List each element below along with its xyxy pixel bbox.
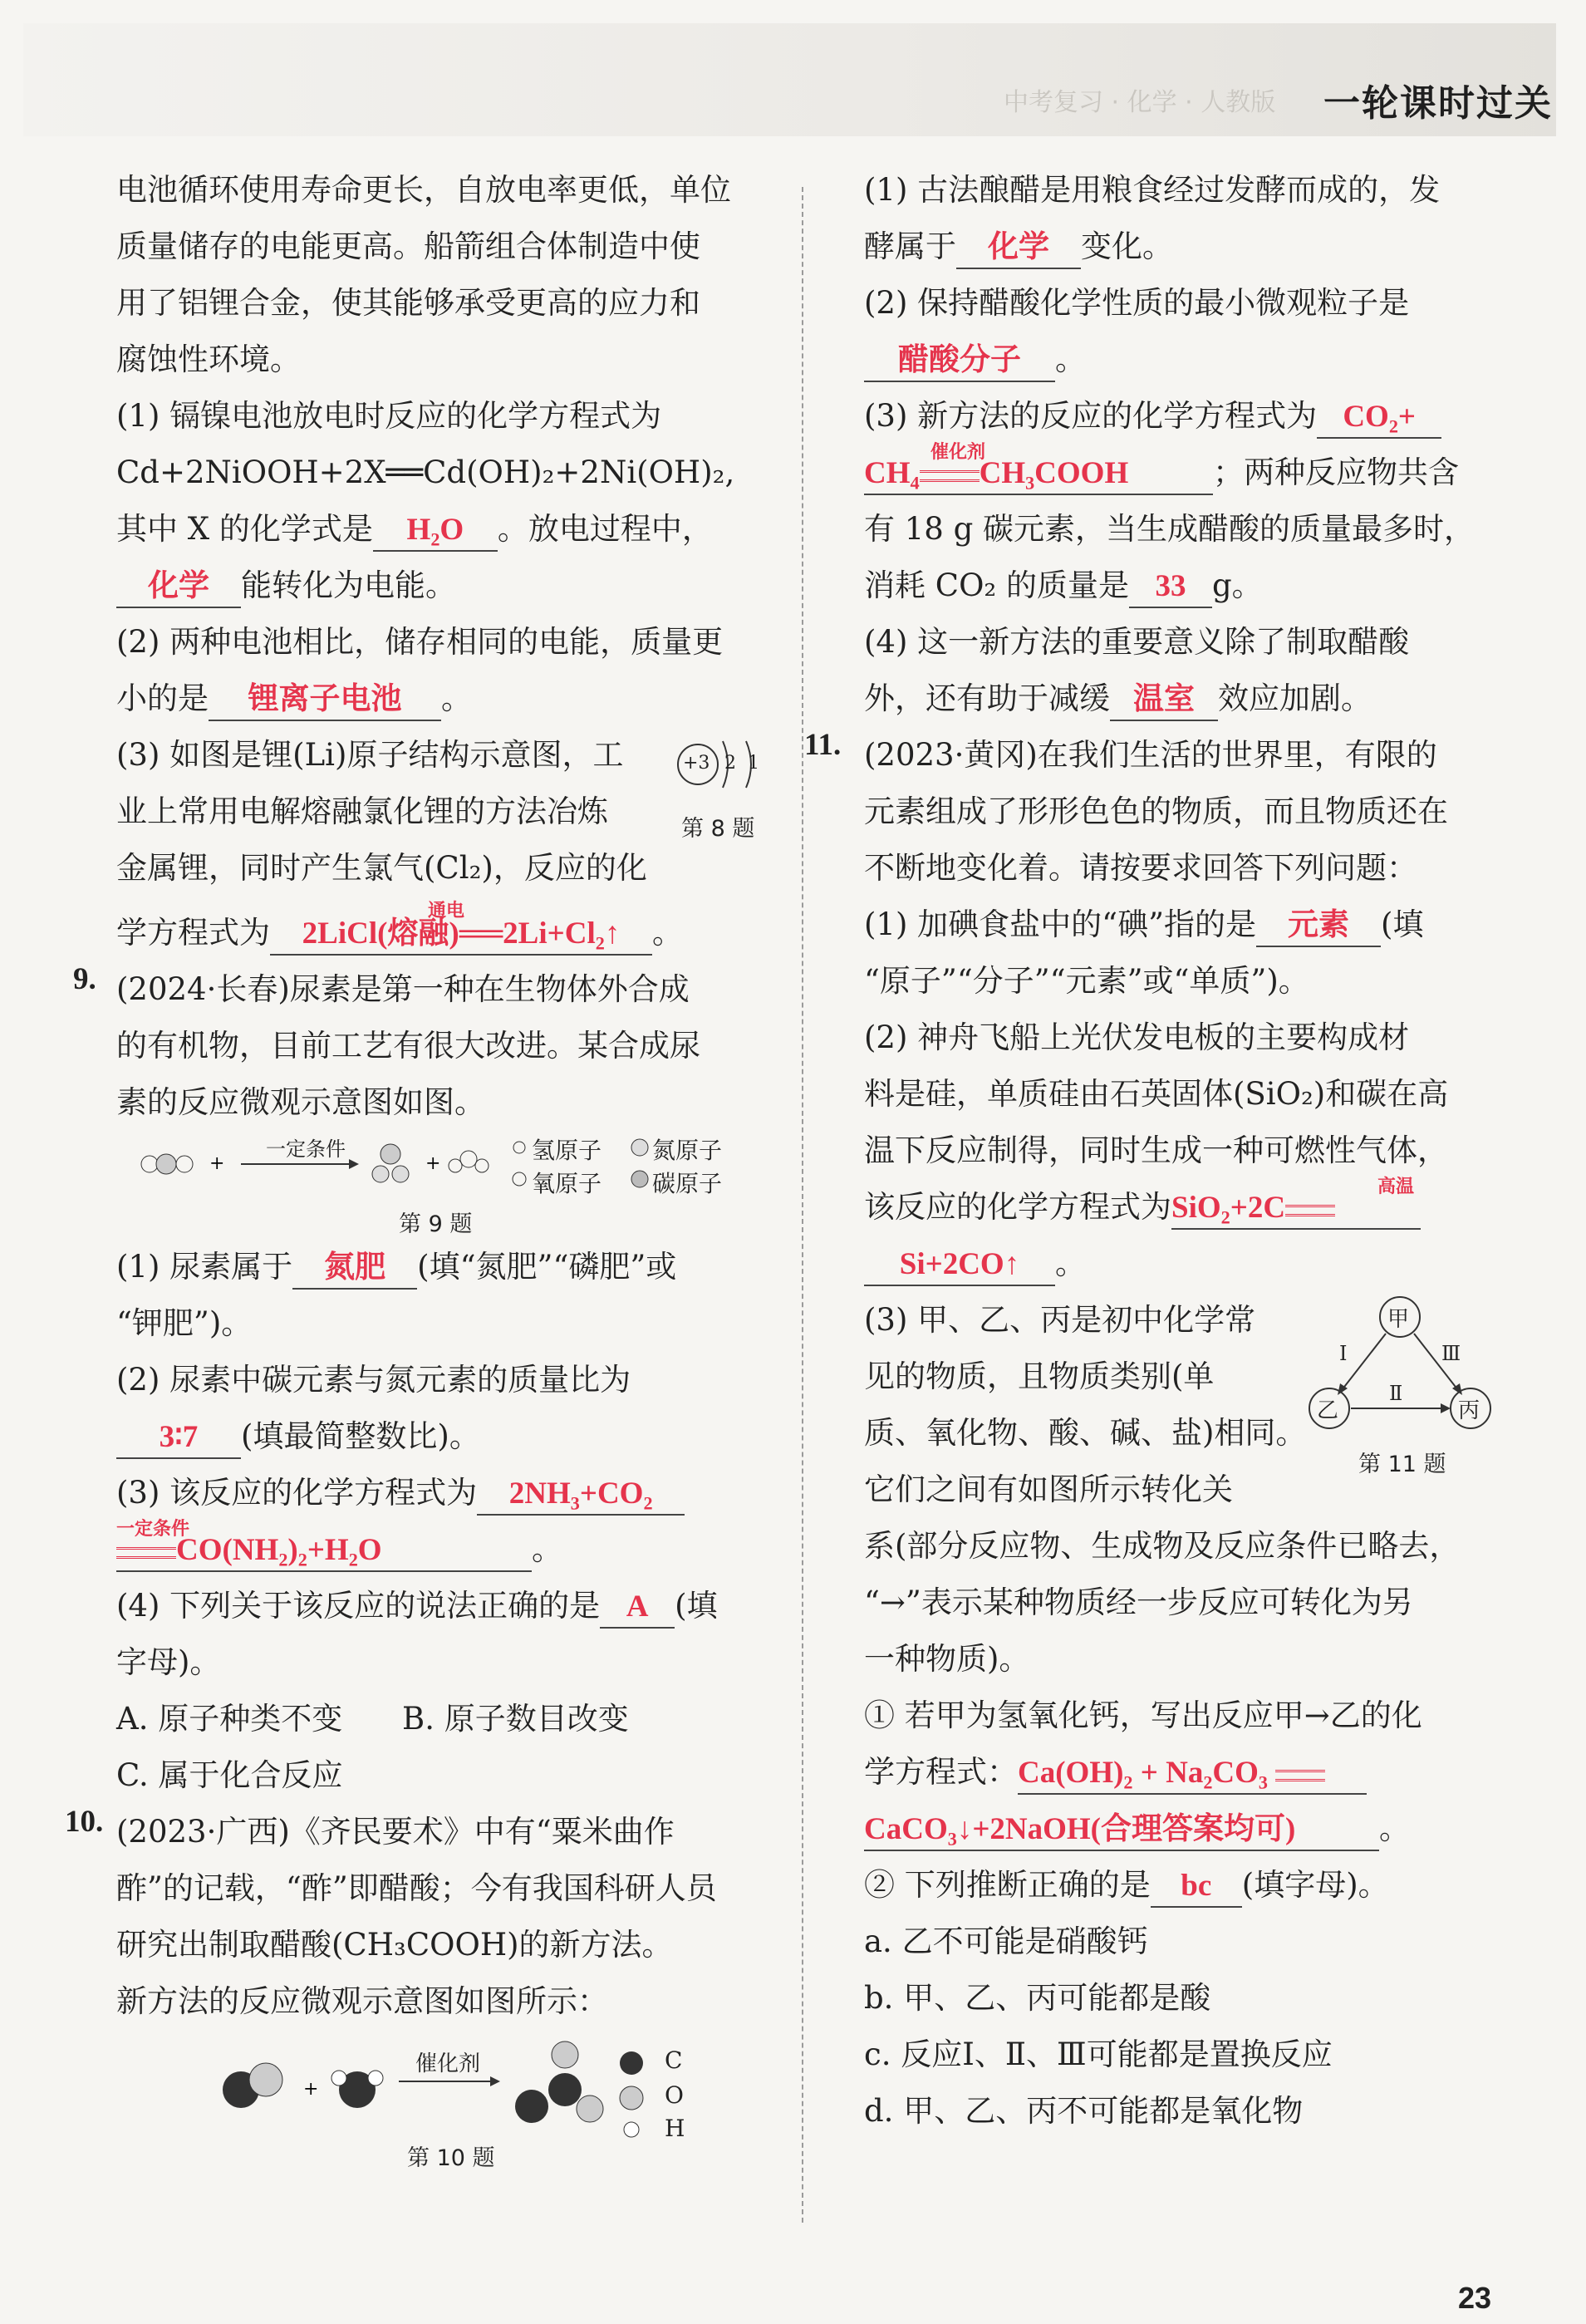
text-line: 电池循环使用寿命更长，自放电率更低，单位 [116,172,731,208]
text-line: 素的反应微观示意图如图。 [116,1084,485,1120]
text-line: 3∶7 (填最简整数比)。 [116,1408,760,1465]
urea-reaction-figure [116,1131,760,1239]
answer-blank: SiO₂+2C 高温 [1171,1188,1421,1230]
text-line: (2) 保持醋酸化学性质的最小微观粒子是 [864,285,1410,321]
section-title: 一轮课时过关 [1323,82,1553,125]
text-line: (2) 尿素中碳元素与氮元素的质量比为 [116,1362,631,1398]
text-line: 一种物质)。 [864,1641,1030,1677]
answer-blank: 氮肥 [292,1248,417,1290]
answer-blank: 一定条件 CO(NH₂)₂+H₂O [116,1530,532,1572]
answer-blank: CO₂+ [1317,397,1441,439]
text-line: 学方程式：Ca(OH)₂ + Na₂CO₃ [864,1744,1495,1801]
text-line: Si+2CO↑ 。 [864,1236,1495,1292]
text-line: 用了铝锂合金，使其能够承受更高的应力和 [116,285,700,321]
series-label: 中考复习 · 化学 · 人教版 [1004,88,1276,117]
figure-caption: 第 10 题 [407,2145,495,2171]
text-line: 它们之间有如图所示转化关 [864,1472,1233,1507]
text-line: (4) 下列关于该反应的说法正确的是 A (填 [116,1578,760,1634]
text-line: ① 若甲为氢氧化钙，写出反应甲→乙的化 [864,1698,1422,1733]
legend-carbon: 碳原子 [652,1170,723,1197]
text-line: 一定条件 CO(NH₂)₂+H₂O 。 [116,1521,760,1578]
text-line: “原子”“分子”“元素”或“单质”)。 [864,963,1309,999]
text-line: 金属锂，同时产生氯气(Cl₂)，反应的化 [116,850,647,886]
legend-nitrogen: 氮原子 [652,1137,723,1164]
answer-blank: 锂离子电池 [209,680,441,721]
option-row [116,1691,760,1747]
svg-text:+: + [209,1153,225,1174]
legend-hydrogen: 氢原子 [532,1137,602,1164]
option-d: d. 甲、乙、丙不可能都是氧化物 [864,2093,1304,2129]
answer-blank: 2NH₃+CO₂ [477,1474,685,1516]
edge-label-2: Ⅱ [1389,1382,1403,1405]
reaction-condition: 一定条件 [266,1137,346,1161]
node-jia: 甲 [1387,1307,1410,1332]
text-line: (3) 甲、乙、丙是初中化学常 [864,1302,1256,1338]
left-column [65,162,760,2171]
text-line: 质量储存的电能更高。船箭组合体制造中使 [116,228,700,264]
answer-blank: 化学 [116,567,241,608]
text-line: 研究出制取醋酸(CH₃COOH)的新方法。 [116,1927,673,1963]
text-line: 业上常用电解熔融氯化锂的方法冶炼 [116,794,608,829]
text-line: 该反应的化学方程式为SiO₂+2C 高温 [864,1179,1495,1236]
text-line: (2023·广西)《齐民要术》中有“粟米曲作 [116,1814,675,1850]
text-line: 不断地变化着。请按要求回答下列问题： [864,850,1417,886]
text-line: (2024·长春)尿素是第一种在生物体外合成 [116,971,690,1007]
answer-blank: 醋酸分子 [864,341,1055,382]
option-c: C. 属于化合反应 [116,1757,343,1793]
text-line: (3) 该反应的化学方程式为 2NH₃+CO₂ [116,1465,760,1521]
figure-caption: 第 11 题 [1358,1452,1446,1477]
option-a: A. 原子种类不变 [116,1701,343,1737]
text-line: ② 下列推断正确的是 bc (填字母)。 [864,1857,1495,1914]
question-11 [804,727,1495,2140]
legend-oxygen: 氧原子 [532,1170,602,1197]
text-line: 质、氧化物、酸、碱、盐)相同。 [864,1415,1307,1451]
option-a: a. 乙不可能是硝酸钙 [864,1924,1148,1959]
text-line: 外，还有助于减缓 温室 效应加剧。 [864,671,1495,727]
text-line: 酵属于 化学 变化。 [864,219,1495,275]
text-line: (2) 两种电池相比，储存相同的电能，质量更 [116,624,724,660]
answer-blank: 33 [1129,567,1212,608]
text-line: (1) 加碘食盐中的“碘”指的是 元素 (填 [864,897,1495,953]
question-number: 11. [804,728,842,762]
text-line: (3) 如图是锂(Li)原子结构示意图，工 [116,737,624,773]
node-bing: 丙 [1458,1398,1480,1423]
figure-caption: 第 8 题 [681,816,755,842]
answer-blank: 温室 [1110,680,1218,721]
text-line: (1) 镉镍电池放电时反应的化学方程式为 [116,398,662,434]
answer-blank: H₂O [373,510,498,552]
question-number: 9. [73,962,96,996]
answer-blank: 元素 [1256,906,1381,947]
text-line: 料是硅，单质硅由石英固体(SiO₂)和碳在高 [864,1076,1449,1112]
answer-blank: 通电 2LiCl(熔融)══2Li+Cl₂↑ [270,914,652,956]
question-number: 10. [65,1805,104,1839]
text-line: 其中 X 的化学式是 H₂O 。放电过程中， [116,501,760,558]
text-line: 系(部分反应物、生成物及反应条件已略去， [864,1528,1461,1564]
text-line: (1) 尿素属于 氮肥 (填“氮肥”“磷肥”或 [116,1239,760,1295]
question-9 [73,961,760,1804]
column-divider [802,187,803,2223]
text-line: 温下反应制得，同时生成一种可燃性气体， [864,1133,1448,1168]
text-line: 醋酸分子 。 [864,332,1495,388]
page-number: 23 [1458,2281,1492,2315]
text-line: 酢”的记载，“酢”即醋酸；今有我国科研人员 [116,1870,717,1906]
option-b: b. 甲、乙、丙可能都是酸 [864,1980,1211,2016]
text-line: 见的物质，且物质类别(单 [864,1359,1215,1394]
text-line: 元素组成了形形色色的物质，而且物质还在 [864,794,1448,829]
text-line: 小的是 锂离子电池 。 [116,671,760,727]
text-line: “钾肥”)。 [116,1305,253,1341]
text-line: 新方法的反应微观示意图如图所示： [116,1983,608,2019]
text-line: 的有机物，目前工艺有很大改进。某合成尿 [116,1028,700,1064]
text-line: (1) 古法酿醋是用粮食经过发酵而成的，发 [864,172,1441,208]
shell-electrons: 2 1 [724,753,759,774]
legend-hydrogen: H [665,2115,685,2142]
question-8-part-3 [116,727,760,961]
question-11-part-3 [864,1292,1495,1688]
figure-caption: 第 9 题 [399,1211,473,1237]
legend-oxygen: O [665,2081,684,2109]
answer-blank: Ca(OH)₂ + Na₂CO₃ [1018,1753,1367,1795]
text-line: 有 18 g 碳元素，当生成醋酸的质量最多时， [864,511,1476,547]
right-column [804,162,1495,2140]
acetic-acid-figure [116,2030,760,2171]
text-line: 腐蚀性环境。 [116,341,301,377]
option-b: B. 原子数目改变 [402,1701,629,1737]
option-c: c. 反应Ⅰ、Ⅱ、Ⅲ可能都是置换反应 [864,2037,1333,2072]
text-line: CH₄ 催化剂 CH₃COOH ；两种反应物共含 [864,445,1495,501]
text-line: (3) 新方法的反应的化学方程式为 CO₂+ [864,388,1495,445]
answer-blank: 3∶7 [116,1417,241,1459]
node-yi: 乙 [1317,1398,1339,1423]
answer-blank: CaCO₃↓+2NaOH(合理答案均可) [864,1810,1379,1851]
text-line: “→”表示某种物质经一步反应可转化为另 [864,1585,1413,1620]
lithium-atom-diagram [673,731,781,842]
svg-text:+: + [303,2079,319,2100]
text-line: (2) 神舟飞船上光伏发电板的主要构成材 [864,1020,1410,1055]
text-line: 化学 能转化为电能。 [116,558,760,614]
equation-line: Cd+2NiOOH+2X══Cd(OH)₂+2Ni(OH)₂, [116,454,735,490]
answer-blank: CH₄ 催化剂 CH₃COOH [864,454,1213,495]
question-10 [65,1804,760,2171]
answer-blank: bc [1151,1866,1242,1908]
page-header [23,23,1556,136]
answer-blank: A [600,1587,675,1629]
answer-blank: Si+2CO↑ [864,1245,1055,1286]
text-line: (2023·黄冈)在我们生活的世界里，有限的 [864,737,1437,773]
answer-blank: 化学 [956,228,1081,269]
text-line: 消耗 CO₂ 的质量是 33 g。 [864,558,1495,614]
edge-label-1: Ⅰ [1339,1342,1348,1365]
svg-text:+: + [425,1153,441,1174]
text-line: 字母)。 [116,1644,221,1680]
reaction-condition: 催化剂 [415,2051,481,2076]
text-line: 学方程式为 通电 2LiCl(熔融)══2Li+Cl₂↑ 。 [116,905,760,961]
text-line: CaCO₃↓+2NaOH(合理答案均可) 。 [864,1801,1495,1857]
nucleus-label: +3 [683,753,710,774]
transformation-diagram [1304,1292,1495,1475]
text-line: (4) 这一新方法的重要意义除了制取醋酸 [864,624,1410,660]
edge-label-3: Ⅲ [1441,1342,1461,1365]
legend-carbon: C [665,2046,683,2074]
